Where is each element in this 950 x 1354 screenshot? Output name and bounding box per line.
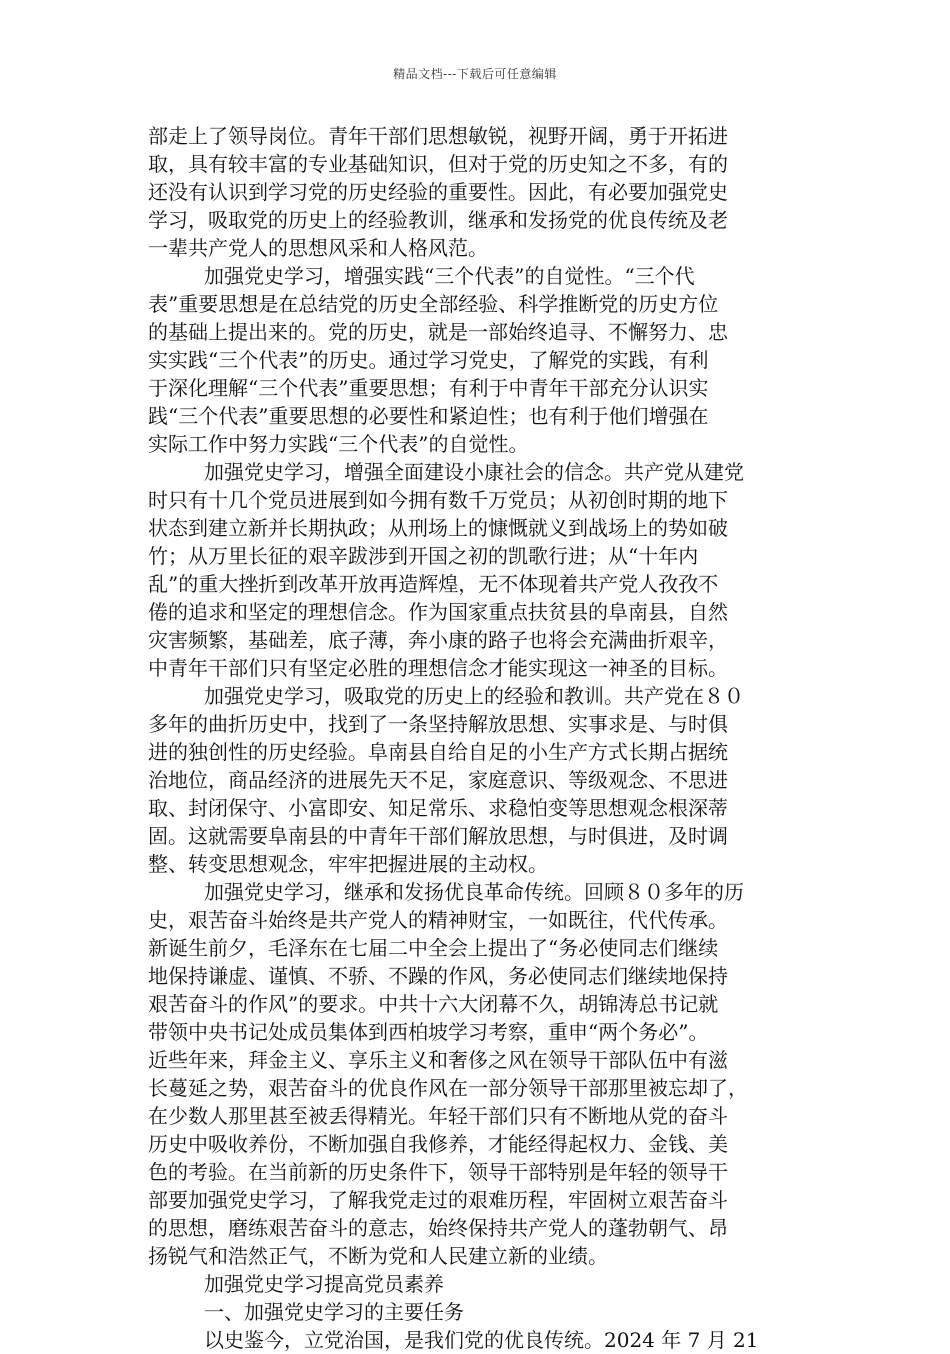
text-line: 进的独创性的历史经验。阜南县自给自足的小生产方式长期占据统 [148, 740, 728, 764]
text-line: 加强党史学习，增强实践“三个代表”的自觉性。“三个代 [204, 264, 695, 288]
text-line: 历史中吸收养份，不断加强自我修养，才能经得起权力、金钱、美 [148, 1132, 728, 1156]
text-line: 还没有认识到学习党的历史经验的重要性。因此，有必要加强党史 [148, 180, 728, 204]
text-line: 治地位，商品经济的进展先天不足，家庭意识、等级观念、不思进 [148, 768, 728, 792]
text-line: 一、加强党史学习的主要任务 [204, 1300, 464, 1324]
text-line: 于深化理解“三个代表”重要思想；有利于中青年干部充分认识实 [148, 376, 709, 400]
text-line: 加强党史学习提高党员素养 [204, 1272, 444, 1296]
text-line: 践“三个代表”重要思想的必要性和紧迫性；也有利于他们增强在 [148, 404, 709, 428]
text-line: 固。这就需要阜南县的中青年干部们解放思想，与时俱进，及时调 [148, 824, 728, 848]
text-line: 实际工作中努力实践“三个代表”的自觉性。 [148, 432, 529, 456]
document-body [148, 122, 813, 1354]
text-line: 新诞生前夕，毛泽东在七届二中全会上提出了“务必使同志们继续 [148, 936, 719, 960]
text-line: 倦的追求和坚定的理想信念。作为国家重点扶贫县的阜南县，自然 [148, 600, 728, 624]
text-line: 乱”的重大挫折到改革开放再造辉煌，无不体现着共产党人孜孜不 [148, 572, 719, 596]
text-line: 状态到建立新并长期执政；从刑场上的慷慨就义到战场上的势如破 [148, 516, 728, 540]
text-line: 加强党史学习，吸取党的历史上的经验和教训。共产党在８０ [204, 684, 744, 708]
text-line: 以史鉴今，立党治国，是我们党的优良传统。2024 年 7 月 21 [204, 1328, 759, 1352]
text-line: 加强党史学习，增强全面建设小康社会的信念。共产党从建党 [204, 460, 744, 484]
text-line: 部走上了领导岗位。青年干部们思想敏锐，视野开阔，勇于开拓进 [148, 124, 728, 148]
text-line: 时只有十几个党员进展到如今拥有数千万党员；从初创时期的地下 [148, 488, 728, 512]
text-line: 多年的曲折历史中，找到了一条坚持解放思想、实事求是、与时俱 [148, 712, 728, 736]
text-line: 史，艰苦奋斗始终是共产党人的精神财宝，一如既往，代代传承。 [148, 908, 728, 932]
text-line: 部要加强党史学习，了解我党走过的艰难历程，牢固树立艰苦奋斗 [148, 1188, 728, 1212]
text-line: 在少数人那里甚至被丢得精光。年轻干部们只有不断地从党的奋斗 [148, 1104, 728, 1128]
text-line: 长蔓延之势，艰苦奋斗的优良作风在一部分领导干部那里被忘却了， [148, 1076, 748, 1100]
text-line: 加强党史学习，继承和发扬优良革命传统。回顾８０多年的历 [204, 880, 744, 904]
text-line: 近些年来，拜金主义、享乐主义和奢侈之风在领导干部队伍中有滋 [148, 1048, 728, 1072]
text-line: 一辈共产党人的思想风采和人格风范。 [148, 236, 488, 260]
text-line: 实实践“三个代表”的历史。通过学习党史，了解党的实践，有利 [148, 348, 709, 372]
text-line: 带领中央书记处成员集体到西柏坡学习考察，重申“两个务必”。 [148, 1020, 709, 1044]
page-header: 精品文档---下载后可任意编辑 [393, 67, 557, 81]
text-line: 取、封闭保守、小富即安、知足常乐、求稳怕变等思想观念根深蒂 [148, 796, 728, 820]
text-line: 扬锐气和浩然正气，不断为党和人民建立新的业绩。 [148, 1244, 608, 1268]
text-line: 的思想，磨练艰苦奋斗的意志，始终保持共产党人的蓬勃朝气、昂 [148, 1216, 728, 1240]
text-line: 整、转变思想观念，牢牢把握进展的主动权。 [148, 852, 548, 876]
text-line: 艰苦奋斗的作风”的要求。中共十六大闭幕不久，胡锦涛总书记就 [148, 992, 719, 1016]
text-line: 色的考验。在当前新的历史条件下，领导干部特别是年轻的领导干 [148, 1160, 728, 1184]
text-line: 表”重要思想是在总结党的历史全部经验、科学推断党的历史方位 [148, 292, 719, 316]
text-line: 的基础上提出来的。党的历史，就是一部始终追寻、不懈努力、忠 [148, 320, 728, 344]
text-line: 灾害频繁，基础差，底子薄，奔小康的路子也将会充满曲折艰辛， [148, 628, 728, 652]
text-line: 学习，吸取党的历史上的经验教训，继承和发扬党的优良传统及老 [148, 208, 728, 232]
text-line: 取，具有较丰富的专业基础知识，但对于党的历史知之不多，有的 [148, 152, 728, 176]
text-line: 中青年干部们只有坚定必胜的理想信念才能实现这一神圣的目标。 [148, 656, 728, 680]
text-line: 地保持谦虚、谨慎、不骄、不躁的作风，务必使同志们继续地保持 [148, 964, 728, 988]
text-line: 竹；从万里长征的艰辛跋涉到开国之初的凯歌行进；从“十年内 [148, 544, 699, 568]
